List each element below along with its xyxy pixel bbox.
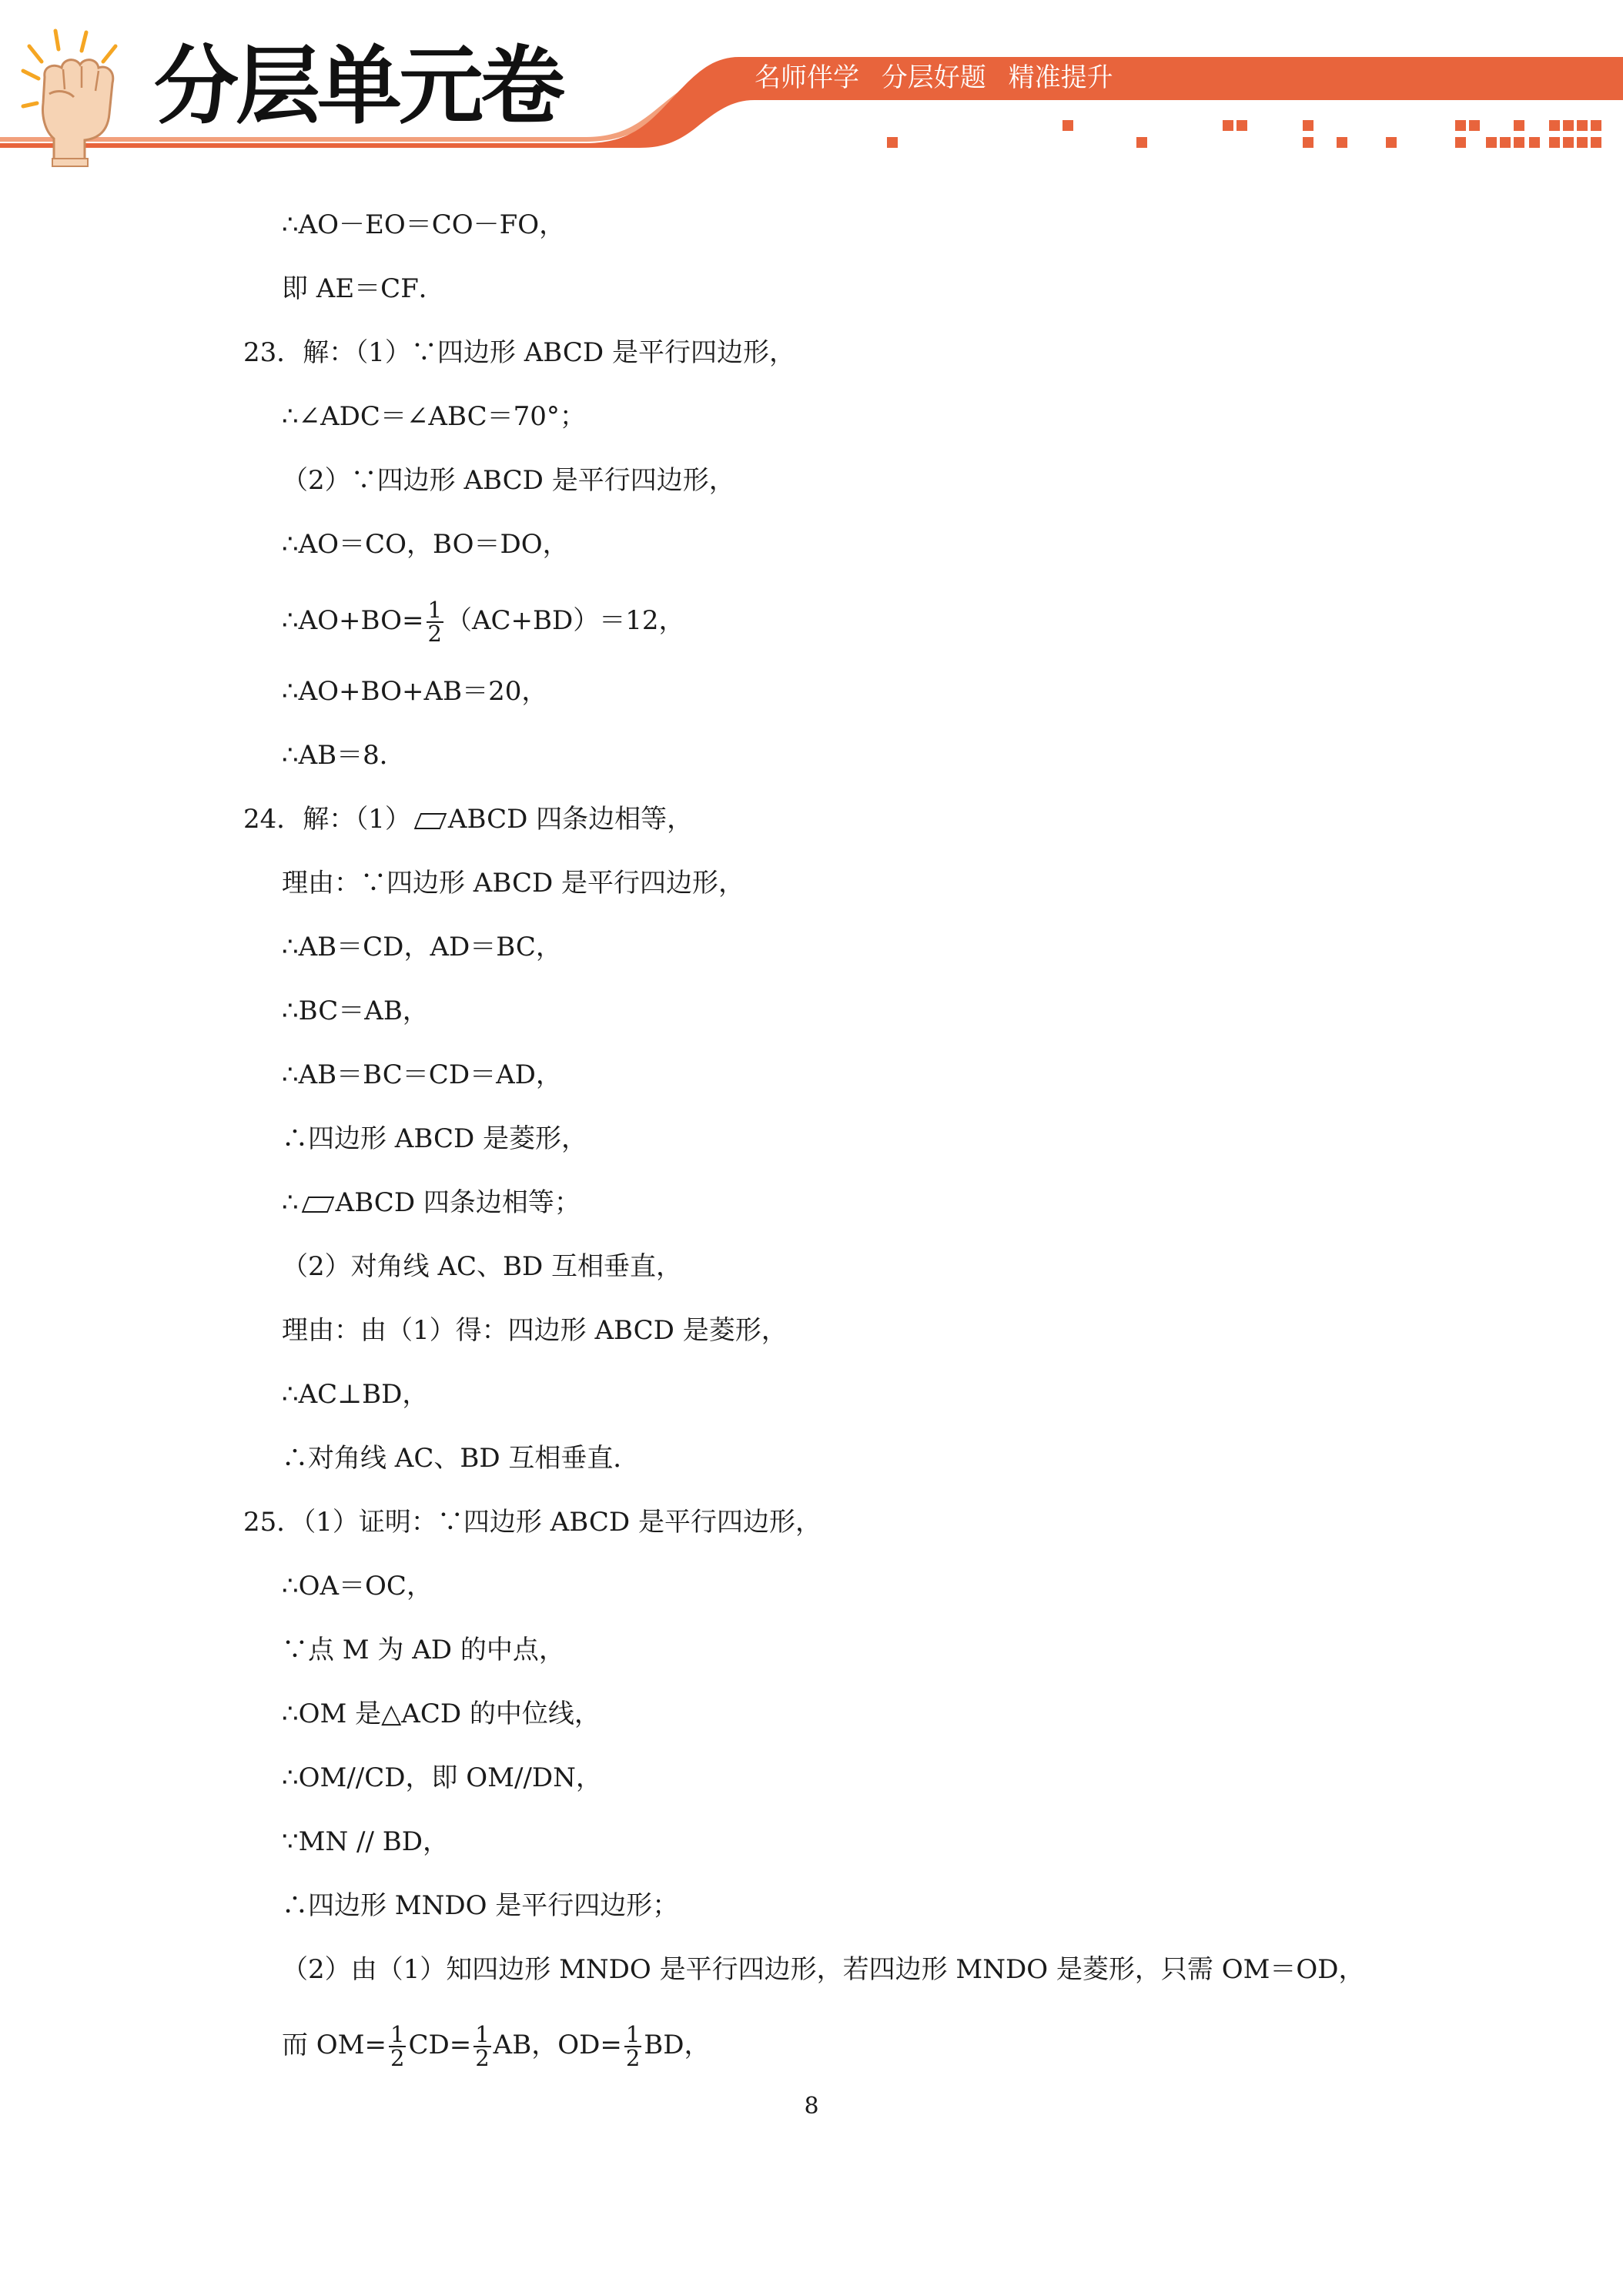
solution-line: ∵MN // BD， <box>282 1826 449 1857</box>
question-24-heading <box>243 802 693 836</box>
line-text: 而 OM= <box>282 2030 387 2060</box>
page-header <box>0 0 1623 177</box>
parallelogram-icon <box>301 1197 333 1213</box>
solution-line: ∴OA＝OC， <box>282 1571 433 1602</box>
line-text: ∴AO+BO= <box>282 605 424 636</box>
solution-line: ∵点 M 为 AD 的中点， <box>282 1635 565 1665</box>
fraction-one-half <box>474 2023 490 2070</box>
brand-title: 分层单元卷 <box>154 37 562 136</box>
solution-line: ∴四边形 ABCD 是菱形， <box>282 1123 588 1154</box>
fraction-one-half <box>624 2023 641 2070</box>
line-text: BD， <box>644 2030 711 2060</box>
solution-line: ∴OM 是△ACD 的中位线， <box>282 1699 601 1729</box>
solution-line: ∴AB＝CD，AD＝BC， <box>282 932 562 962</box>
line-text: AB，OD= <box>493 2030 622 2060</box>
solution-line <box>282 1186 581 1220</box>
line-text: （AC+BD）＝12， <box>445 605 685 636</box>
solution-line: ∴AO+BO+AB＝20， <box>282 676 548 707</box>
question-25-heading: 25．（1）证明：∵四边形 ABCD 是平行四边形， <box>243 1507 822 1538</box>
question-23-heading: 23．解：（1）∵四边形 ABCD 是平行四边形， <box>243 337 795 368</box>
fraction-denominator: 2 <box>390 2045 405 2071</box>
line-text: ∴ <box>282 1187 299 1218</box>
line-text: 24．解：（1） <box>243 804 411 835</box>
solution-line: ∴BC＝AB， <box>282 996 429 1026</box>
solution-line: ∴AB＝8． <box>282 740 406 771</box>
fraction-denominator: 2 <box>625 2045 641 2071</box>
solution-line: （2）由（1）知四边形 MNDO 是平行四边形，若四边形 MNDO 是菱形，只需 OM＝OD， <box>282 1954 1365 1985</box>
solution-line: ∴AB＝BC＝CD＝AD， <box>282 1059 562 1090</box>
solution-line: ∴对角线 AC、BD 互相垂直． <box>282 1443 640 1474</box>
fraction-one-half <box>389 2023 406 2070</box>
solution-line: （2）对角线 AC、BD 互相垂直， <box>282 1251 683 1282</box>
solution-line: ∴AC⊥BD， <box>282 1379 429 1410</box>
line-text: ABCD 四条边相等； <box>335 1187 581 1218</box>
fraction-numerator: 1 <box>390 2021 405 2047</box>
solution-line-fraction <box>282 2023 711 2070</box>
solution-line: 理由：∵四边形 ABCD 是平行四边形， <box>282 868 745 899</box>
solution-line: ∴OM//CD，即 OM//DN， <box>282 1762 602 1793</box>
solution-line: ∴四边形 MNDO 是平行四边形； <box>282 1890 679 1921</box>
fraction-numerator: 1 <box>427 597 442 623</box>
parallelogram-icon <box>414 813 447 829</box>
solution-line: 即 AE＝CF． <box>282 273 445 304</box>
fraction-numerator: 1 <box>625 2021 641 2047</box>
header-slogan: 名师伴学 分层好题 精准提升 <box>755 62 1113 93</box>
solution-line: ∴AO＝CO，BO＝DO， <box>282 529 569 560</box>
fraction-denominator: 2 <box>475 2045 490 2071</box>
line-text: ABCD 四条边相等， <box>447 804 694 835</box>
fraction-numerator: 1 <box>475 2021 490 2047</box>
solution-line: ∴AO－EO＝CO－FO， <box>282 209 566 240</box>
decorative-pixel-pattern <box>878 115 1617 150</box>
solution-line: ∴∠ADC＝∠ABC＝70°； <box>282 401 586 432</box>
fraction-denominator: 2 <box>427 621 442 647</box>
solution-line-fraction <box>282 599 685 645</box>
fist-logo-icon <box>8 23 162 169</box>
fraction-one-half <box>427 599 443 645</box>
line-text: CD= <box>408 2030 472 2060</box>
solution-line: （2）∵四边形 ABCD 是平行四边形， <box>282 465 735 496</box>
page-number: 8 <box>804 2093 819 2120</box>
solution-line: 理由：由（1）得：四边形 ABCD 是菱形， <box>282 1315 788 1346</box>
